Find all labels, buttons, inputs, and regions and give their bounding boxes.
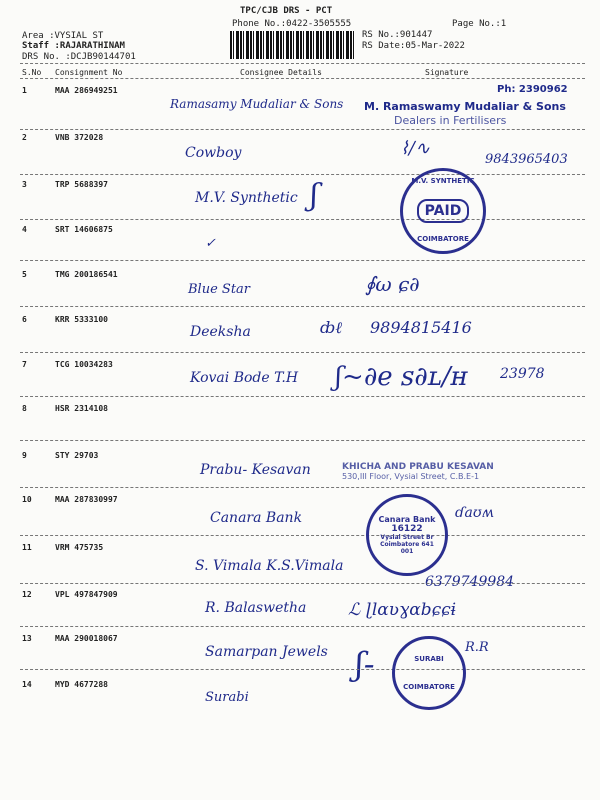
row-6-consignment: KRR 5333100 [55,315,108,324]
row-divider [20,669,585,670]
row-10-consignment: MAA 287830997 [55,495,118,504]
rm-sub: Dealers in Fertilisers [394,114,507,127]
row-2-signature: ⌇∕∿ [400,138,430,159]
ramaswamy-stamp [352,84,572,142]
row-12-sno: 12 [22,590,32,599]
row-2-consignment: VNB 372028 [55,133,104,142]
row-13-signature: ʃ- [355,645,375,683]
row-14-consignee: Surabi [205,690,249,705]
row-divider [20,626,585,627]
row-8-sno: 8 [22,404,27,413]
column-details: Consignee Details [240,68,322,77]
row-3-consignment: TRP 5688397 [55,180,108,189]
row-11-consignee: S. Vimala K.S.Vimala [195,558,344,574]
row-9-consignee: Prabu- Kesavan [200,462,311,478]
cb-code: 16122 [391,524,423,534]
mv-bottom: COIMBATORE [417,235,469,243]
row-5-consignment: TMG 200186541 [55,270,118,279]
row-13-note: R.R [465,640,489,655]
row-14-consignment: MYD 4677288 [55,680,108,689]
row-divider [20,260,585,261]
row-1-consignment: MAA 286949251 [55,86,118,95]
row-11-sno: 11 [22,543,32,552]
cb-name: Canara Bank [378,515,436,524]
row-9-sno: 9 [22,451,27,460]
row-6-sno: 6 [22,315,27,324]
row-3-sno: 3 [22,180,27,189]
row-divider [20,487,585,488]
row-divider [20,174,585,175]
row-6-signature: ȸℓ [320,318,343,337]
row-7-number-note: 23978 [500,366,545,382]
row-5-consignee: Blue Star [188,282,251,297]
phone-number: Phone No.:0422-3505555 [232,19,352,29]
row-3-consignee: M.V. Synthetic [195,190,298,206]
row-6-phone-note: 9894815416 [370,318,472,337]
row-4-sno: 4 [22,225,27,234]
mv-paid: PAID [417,199,470,223]
rs-number: RS No.:901447 [362,30,433,40]
row-3-signature: ʃ [310,178,319,213]
row-divider [20,352,585,353]
canara-bank-stamp [366,494,448,576]
row-1-consignee: Ramasamy Mudaliar & Sons [170,97,344,111]
row-2-sno: 2 [22,133,27,142]
column-consignment: Consignment No [55,68,123,77]
row-2-consignee: Cowboy [185,145,242,161]
row-divider [20,306,585,307]
prabu-kesavan-stamp [342,462,532,481]
drs-number: DRS No. :DCJB90144701 [22,52,136,62]
row-12-consignment: VPL 497847909 [55,590,118,599]
rm-name: M. Ramaswamy Mudaliar & Sons [364,100,566,113]
row-divider [20,219,585,220]
row-2-phone-note: 9843965403 [485,152,568,167]
rm-phone: Ph: 2390962 [497,84,568,95]
row-4-consignment: SRT 14606875 [55,225,113,234]
row-7-sno: 7 [22,360,27,369]
row-7-consignment: TCG 10034283 [55,360,113,369]
rs-date: RS Date:05-Mar-2022 [362,41,465,51]
row-divider [20,440,585,441]
area-label: Area :VYSIAL ST [22,31,104,41]
mv-synthetic-stamp [400,168,486,254]
row-4-consignee: ✓ [205,236,216,251]
row-13-consignee: Samarpan Jewels [205,644,328,660]
row-7-consignee: Kovai Bode T.H [190,370,299,386]
sj-city: COIMBATORE [403,683,455,691]
row-8-consignment: HSR 2314108 [55,404,108,413]
barcode [230,31,355,59]
column-sno: S.No [22,68,42,77]
row-10-sno: 10 [22,495,32,504]
row-divider [20,396,585,397]
row-13-sno: 13 [22,634,32,643]
row-5-signature: ∮ω ɕ∂ [365,272,420,296]
row-10-consignee: Canara Bank [210,510,303,526]
row-11-consignment: VRM 475735 [55,543,104,552]
mv-top: M.V. SYNTHETIC [411,177,475,185]
row-5-sno: 5 [22,270,27,279]
row-divider [20,535,585,536]
row-13-consignment: MAA 290018067 [55,634,118,643]
row-7-signature: ʃ~∂e ꜱ∂ʟ/ʜ [335,362,468,392]
kp-name: KHICHA AND PRABU KESAVAN [342,462,494,472]
row-6-consignee: Deeksha [190,324,251,340]
staff-label: Staff :RAJARATHINAM [22,41,125,51]
column-signature: Signature [425,68,469,77]
row-12-signature: ℒ ɭlɑʋɣɑbɕɕɨ [348,600,457,620]
row-divider [20,583,585,584]
cb-addr: Vysial Street Br Coimbatore 641 001 [380,534,434,555]
kp-addr: 530,III Floor, Vysial Street, C.B.E-1 [342,472,480,481]
row-12-consignee: R. Balaswetha [205,600,307,616]
header-divider [20,63,585,64]
row-1-sno: 1 [22,86,27,95]
row-9-consignment: STY 29703 [55,451,99,460]
row-11-phone-note: 6379749984 [425,574,515,590]
row-10-signature: ɗaʊʍ [455,505,494,521]
row-14-sno: 14 [22,680,32,689]
sj-name: SURABI [414,655,444,663]
drs-title: TPC/CJB DRS - PCT [240,6,333,16]
page-number: Page No.:1 [452,19,507,29]
surabi-stamp [392,636,466,710]
columns-divider [20,78,585,79]
